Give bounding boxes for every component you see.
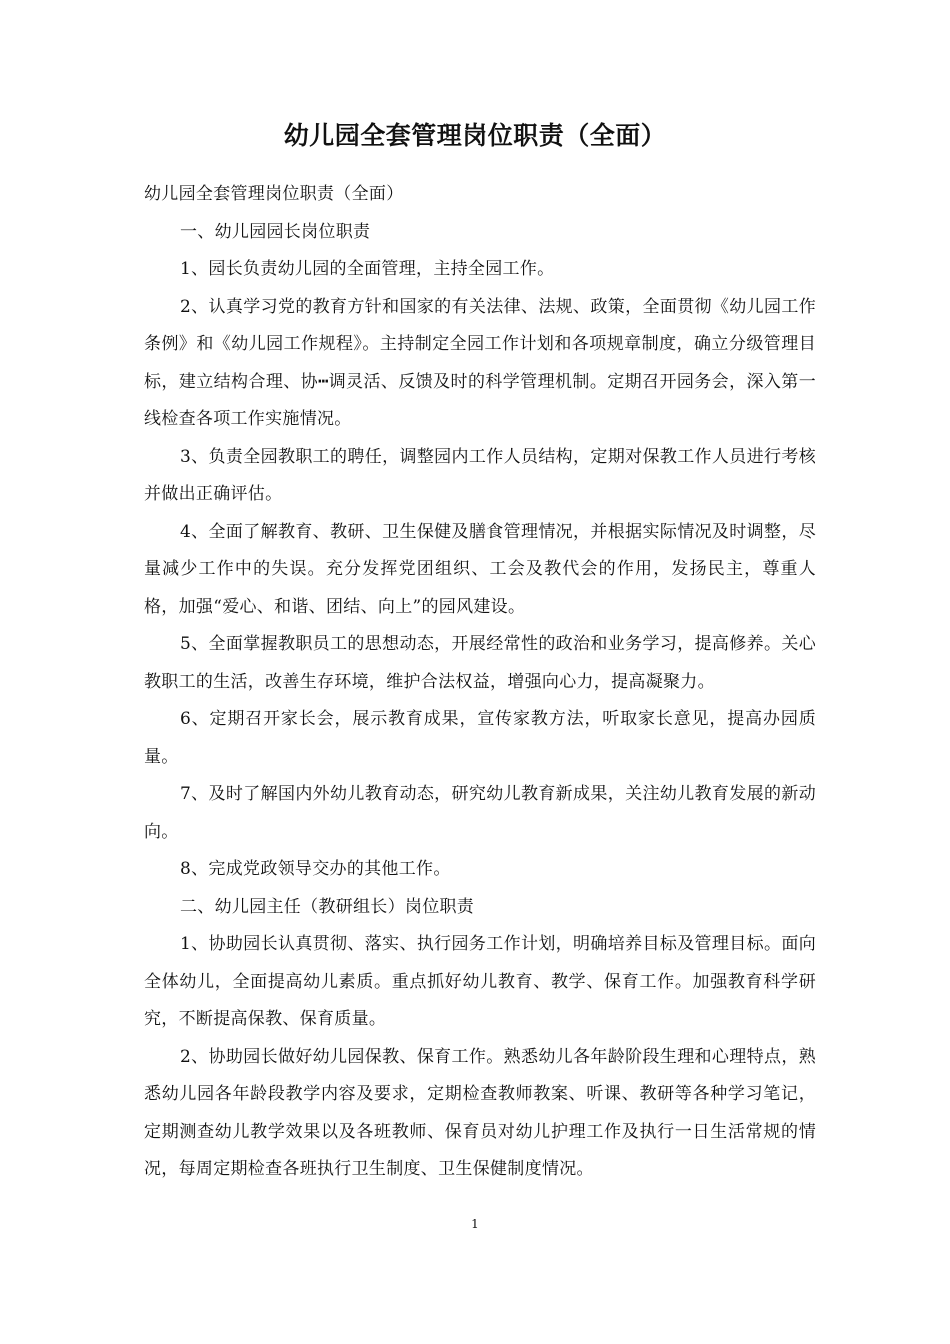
document-body: [144, 176, 816, 1189]
paragraph: 5、全面掌握教职员工的思想动态，开展经常性的政治和业务学习，提高修养。关心教职工的生活，改善生存环境，维护合法权益，增强向心力，提高凝聚力。: [144, 634, 816, 692]
paragraph: 幼儿园全套管理岗位职责（全面）: [144, 184, 404, 204]
section-heading: 二、幼儿园主任（教研组长）岗位职责: [180, 896, 475, 917]
paragraph: 3、负责全园教职工的聘任，调整园内工作人员结构，定期对保教工作人员进行考核并做出正确评估。: [144, 446, 816, 504]
paragraph: 1、协助园长认真贯彻、落实、执行园务工作计划，明确培养目标及管理目标。面向全体幼儿，全面提高幼儿素质。重点抓好幼儿教育、教学、保育工作。加强教育科学研究，不断提高保教、保育质量。: [144, 934, 816, 1029]
paragraph: 2、认真学习党的教育方针和国家的有关法律、法规、政策，全面贯彻《幼儿园工作条例》和《幼儿园工作规程》。主持制定全园工作计划和各项规章制度，确立分级管理目标，建立结构合理、协┅调灵活、反馈及时的科学管理机制。定期召开园务会，深入第一线检查各项工作实施情况。: [144, 296, 816, 429]
paragraph: 2、协助园长做好幼儿园保教、保育工作。熟悉幼儿各年龄阶段生理和心理特点，熟悉幼儿园各年龄段教学内容及要求，定期检查教师教案、听课、教研等各种学习笔记，定期测查幼儿教学效果以及各班教师、保育员对幼儿护理工作及执行一日生活常规的情况，每周定期检查各班执行卫生制度、卫生保健制度情况。: [144, 1046, 816, 1179]
paragraph: 4、全面了解教育、教研、卫生保健及膳食管理情况，并根据实际情况及时调整，尽量减少工作中的失误。充分发挥党团组织、工会及教代会的作用，发扬民主，尊重人格，加强“爱心、和谐、团结、向上”的园风建设。: [144, 521, 816, 617]
paragraph: 1、园长负责幼儿园的全面管理，主持全园工作。: [180, 259, 555, 279]
paragraph: 7、及时了解国内外幼儿教育动态，研究幼儿教育新成果，关注幼儿教育发展的新动向。: [144, 784, 816, 842]
paragraph: 6、定期召开家长会，展示教育成果，宣传家教方法，听取家长意见，提高办园质量。: [144, 709, 816, 767]
section-heading: 一、幼儿园园长岗位职责: [180, 221, 371, 242]
paragraph: 8、完成党政领导交办的其他工作。: [180, 859, 451, 879]
page-number: 1: [471, 1217, 479, 1231]
document-title: 幼儿园全套管理岗位职责（全面）: [283, 121, 667, 150]
